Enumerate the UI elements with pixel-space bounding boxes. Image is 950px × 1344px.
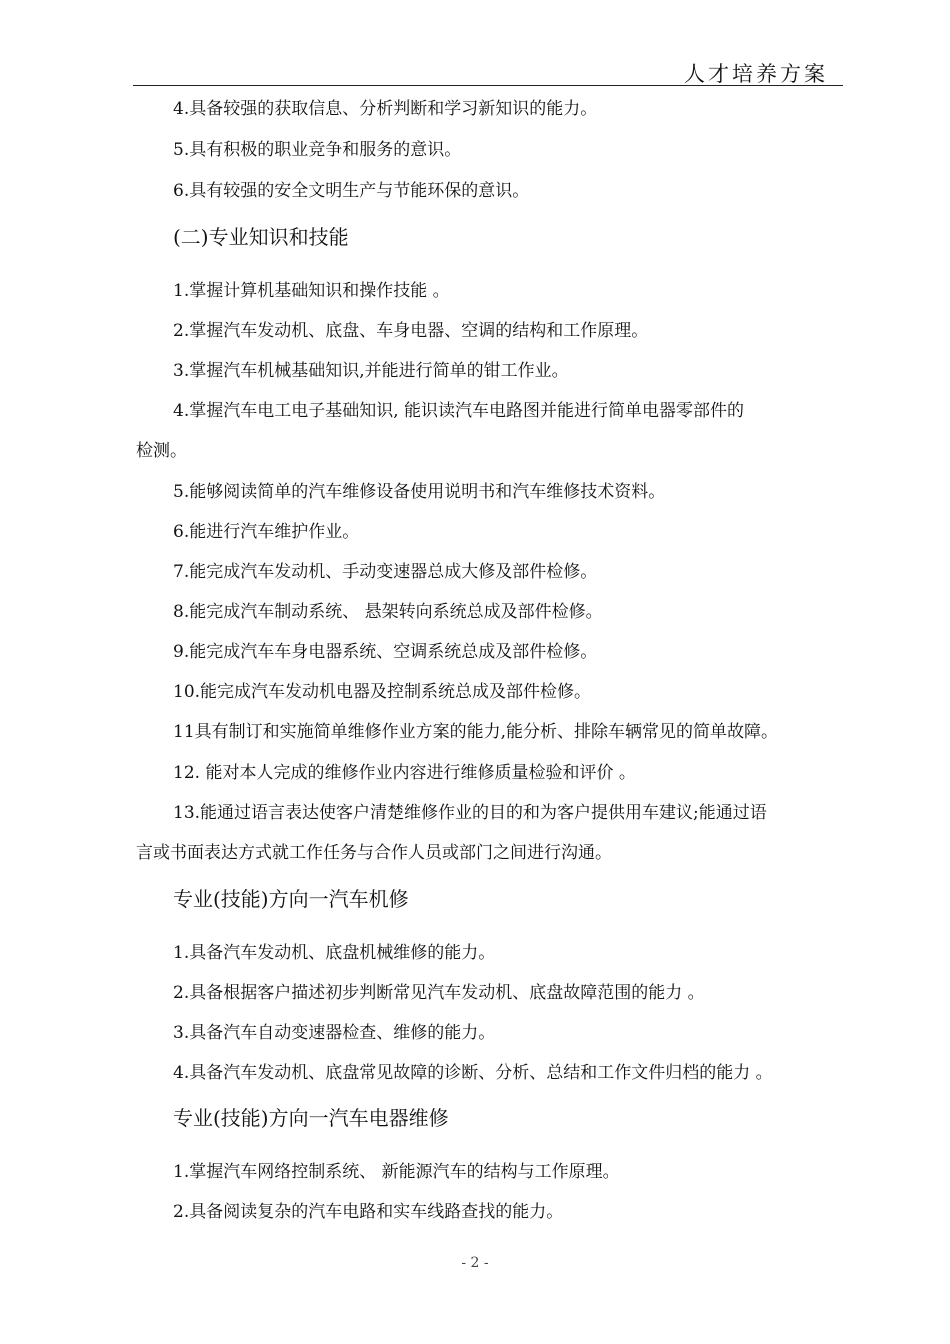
section-heading: 专业(技能)方向一汽车电器维修 xyxy=(173,1106,449,1130)
body-line: 4.掌握汽车电工电子基础知识, 能识读汽车电路图并能进行简单电器零部件的 xyxy=(173,401,745,421)
body-line: 4.具备汽车发动机、底盘常见故障的诊断、分析、总结和工作文件归档的能力 。 xyxy=(173,1063,773,1083)
body-line: 5.能够阅读简单的汽车维修设备使用说明书和汽车维修技术资料。 xyxy=(173,482,666,502)
section-heading: (二)专业知识和技能 xyxy=(173,225,349,249)
body-line: 6.具有较强的安全文明生产与节能环保的意识。 xyxy=(173,181,530,201)
body-line: 10.能完成汽车发动机电器及控制系统总成及部件检修。 xyxy=(173,682,592,702)
header-title: 人才培养方案 xyxy=(684,62,828,86)
body-line: 9.能完成汽车车身电器系统、空调系统总成及部件检修。 xyxy=(173,642,598,662)
body-line: 11具有制订和实施简单维修作业方案的能力,能分析、排除车辆常见的简单故障。 xyxy=(173,722,779,742)
section-heading: 专业(技能)方向一汽车机修 xyxy=(173,887,409,911)
body-line: 2.具备阅读复杂的汽车电路和实车线路查找的能力。 xyxy=(173,1202,564,1222)
body-line: 1.掌握汽车网络控制系统、 新能源汽车的结构与工作原理。 xyxy=(173,1162,620,1182)
body-line: 13.能通过语言表达使客户清楚维修作业的目的和为客户提供用车建议;能通过语 xyxy=(173,803,767,823)
page-number: - 2 - xyxy=(461,1255,489,1271)
body-line: 8.能完成汽车制动系统、 悬架转向系统总成及部件检修。 xyxy=(173,602,603,622)
body-line: 7.能完成汽车发动机、手动变速器总成大修及部件检修。 xyxy=(173,562,598,582)
body-line: 4.具备较强的获取信息、分析判断和学习新知识的能力。 xyxy=(173,99,598,119)
body-line: 3.掌握汽车机械基础知识,并能进行简单的钳工作业。 xyxy=(173,361,569,381)
body-line: 12. 能对本人完成的维修作业内容进行维修质量检验和评价 。 xyxy=(173,763,636,783)
body-line: 5.具有积极的职业竞争和服务的意识。 xyxy=(173,140,462,160)
body-line: 言或书面表达方式就工作任务与合作人员或部门之间进行沟通。 xyxy=(136,843,612,863)
body-line: 2.具备根据客户描述初步判断常见汽车发动机、底盘故障范围的能力 。 xyxy=(173,983,705,1003)
body-line: 检测。 xyxy=(136,441,187,461)
body-line: 3.具备汽车自动变速器检查、维修的能力。 xyxy=(173,1023,496,1043)
body-line: 1.具备汽车发动机、底盘机械维修的能力。 xyxy=(173,943,496,963)
body-line: 6.能进行汽车维护作业。 xyxy=(173,522,360,542)
body-line: 1.掌握计算机基础知识和操作技能 。 xyxy=(173,281,450,301)
body-line: 2.掌握汽车发动机、底盘、车身电器、空调的结构和工作原理。 xyxy=(173,321,649,341)
header-rule xyxy=(133,85,843,86)
